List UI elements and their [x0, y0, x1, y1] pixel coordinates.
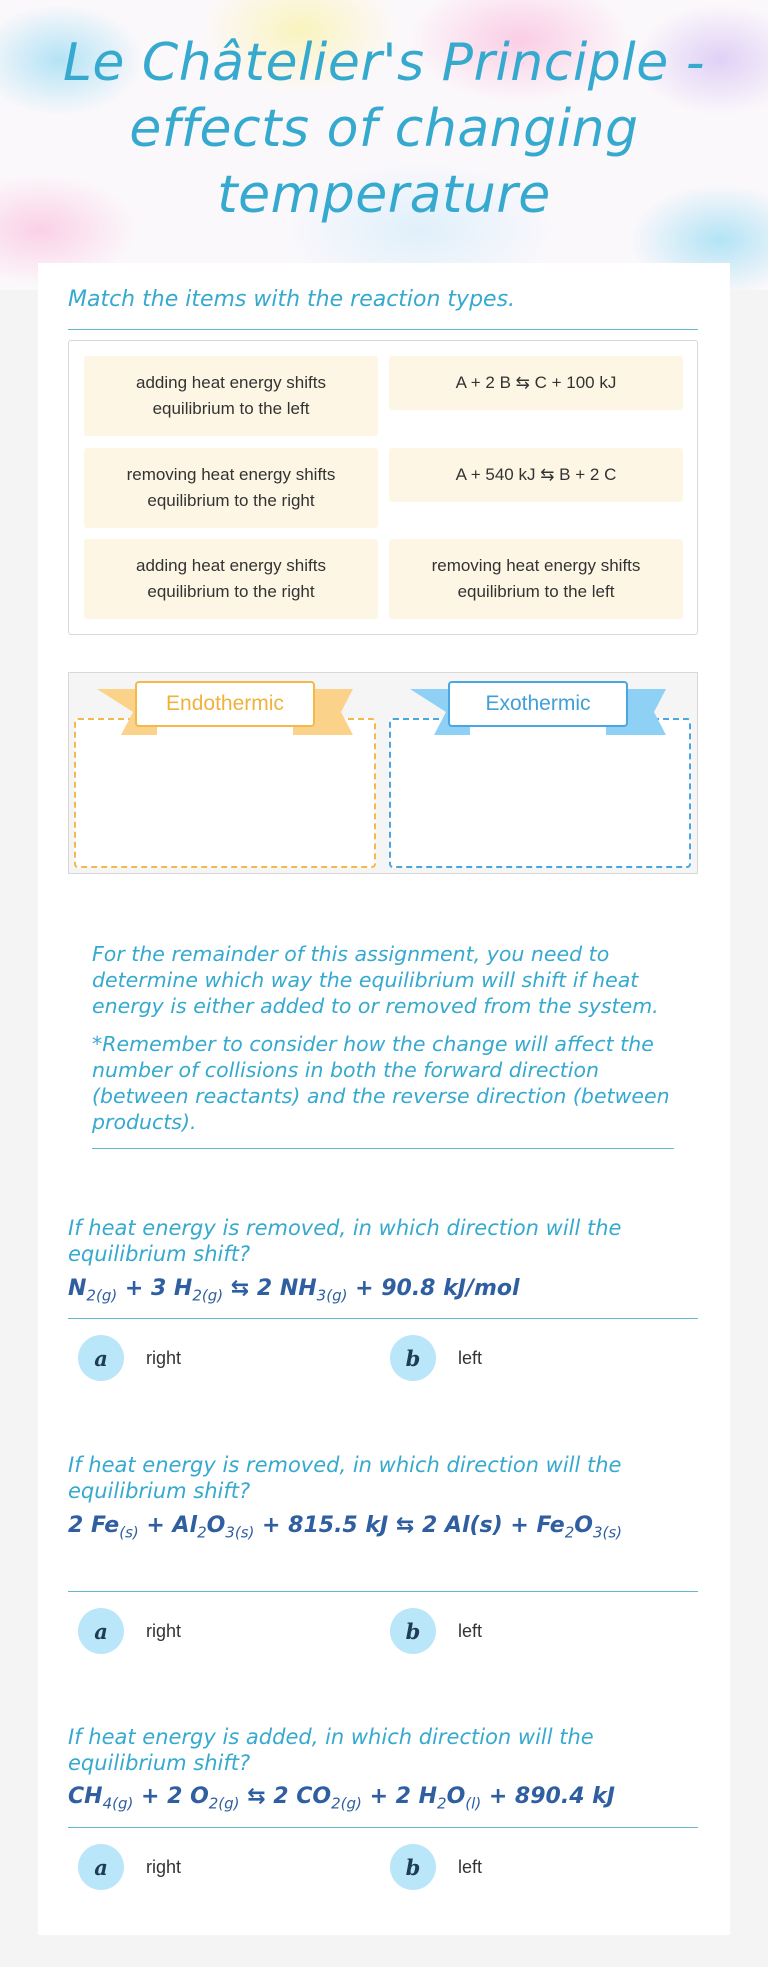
endothermic-ribbon	[97, 681, 353, 727]
note-paragraph: *Remember to consider how the change will affect the number of collisions in both the forward direction (between reactants) and the reverse direction (between products).	[92, 1032, 670, 1134]
page-title: Le Châtelier's Principle - effects of changing temperature	[62, 33, 706, 225]
divider	[68, 1827, 698, 1828]
worksheet-card	[38, 263, 730, 1935]
question-prompt: If heat energy is removed, in which direction will the equilibrium shift?	[68, 1453, 622, 1503]
answer-option[interactable]	[390, 1335, 482, 1381]
option-letter-badge: b	[390, 1844, 436, 1890]
answer-option[interactable]	[390, 1844, 482, 1890]
match-item[interactable]: adding heat energy shifts equilibrium to the right	[84, 539, 378, 619]
option-label: left	[458, 1347, 483, 1368]
option-label: right	[146, 1620, 182, 1641]
exothermic-ribbon	[410, 681, 666, 727]
note-paragraph: For the remainder of this assignment, you need to determine which way the equilibrium will shift if heat energy is either added to or removed from the system.	[92, 942, 659, 1018]
divider	[68, 329, 698, 330]
question-equation: $N_{2(g)} + 3$ $H_{2(g)}$ ⇆ 2 $NH_{3(g)} + 90.8$ kJ/mol	[68, 1276, 520, 1305]
match-item[interactable]: adding heat energy shifts equilibrium to the left	[84, 356, 378, 436]
option-letter-badge: a	[78, 1608, 124, 1654]
category-title-endothermic: Endothermic	[135, 681, 315, 727]
match-item[interactable]: A + 540 kJ ⇆ B + 2 C	[389, 448, 683, 502]
match-item[interactable]: removing heat energy shifts equilibrium to the right	[84, 448, 378, 528]
question-equation: 2 $Fe_{(s)} + Al_2O_{3(s)} + 815.5$ kJ ⇆ 2 $Al(s) + Fe_2O_{3(s)}$	[68, 1513, 623, 1542]
option-label: left	[458, 1620, 483, 1641]
divider	[92, 1148, 674, 1149]
answer-option[interactable]	[390, 1608, 482, 1654]
question-prompt: If heat energy is removed, in which direction will the equilibrium shift?	[68, 1216, 622, 1266]
option-label: right	[146, 1856, 182, 1877]
matching-item-bank	[68, 340, 698, 635]
option-letter-badge: b	[390, 1608, 436, 1654]
question-prompt: If heat energy is added, in which direction will the equilibrium shift?	[68, 1725, 594, 1775]
option-label: right	[146, 1347, 182, 1368]
answer-option[interactable]	[78, 1844, 181, 1890]
exothermic-drop-zone[interactable]	[389, 718, 691, 868]
option-letter-badge: b	[390, 1335, 436, 1381]
divider	[68, 1318, 698, 1319]
instruction-note	[92, 941, 692, 1147]
category-title-exothermic: Exothermic	[448, 681, 628, 727]
match-item[interactable]: A + 2 B ⇆ C + 100 kJ	[389, 356, 683, 410]
divider	[68, 1591, 698, 1592]
match-item[interactable]: removing heat energy shifts equilibrium to the left	[389, 539, 683, 619]
endothermic-drop-zone[interactable]	[74, 718, 376, 868]
category-drop-area	[68, 672, 698, 874]
option-letter-badge: a	[78, 1844, 124, 1890]
option-label: left	[458, 1856, 483, 1877]
matching-instruction: Match the items with the reaction types.	[68, 287, 516, 312]
answer-option[interactable]	[78, 1608, 181, 1654]
question-equation: $CH_{4(g)} + 2$ $O_{2(g)}$ ⇆ 2 $CO_{2(g)} + 2$ $H_2O_{(l)} + 890.4$ kJ	[68, 1784, 615, 1813]
option-letter-badge: a	[78, 1335, 124, 1381]
answer-option[interactable]	[78, 1335, 181, 1381]
